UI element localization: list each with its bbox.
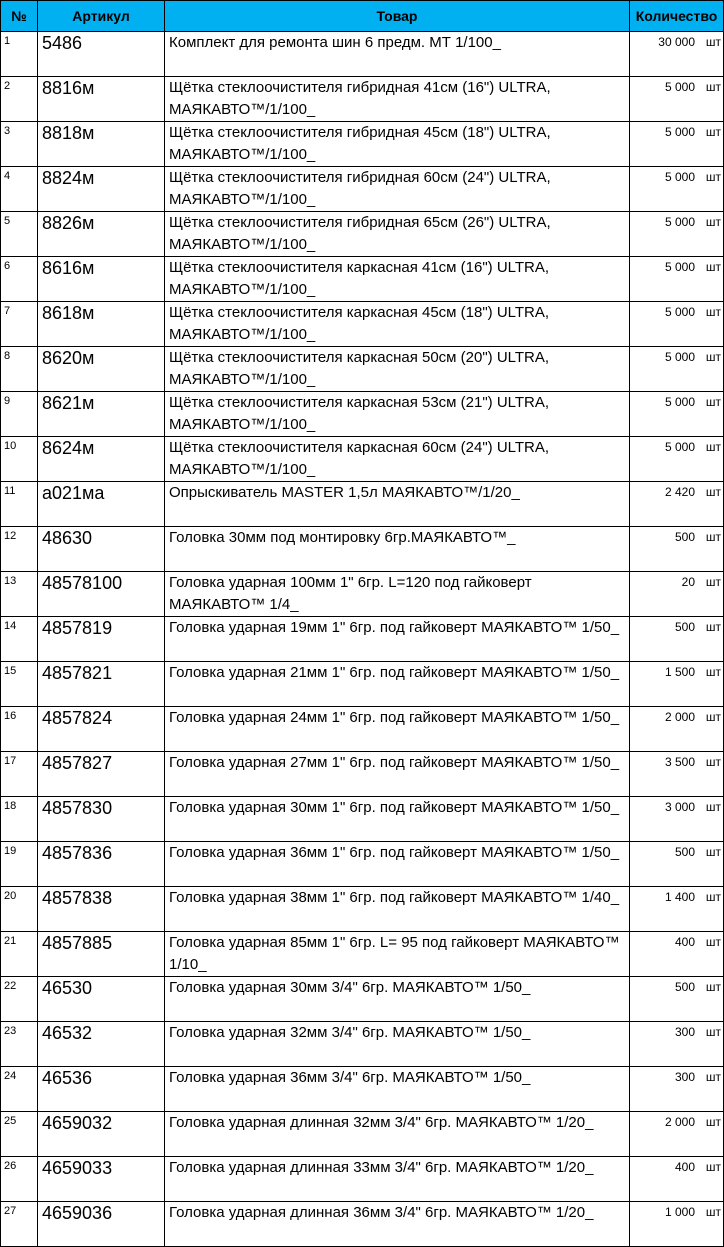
row-number: 16: [1, 707, 38, 752]
quantity-value: 3 000: [664, 800, 695, 814]
row-article: 4659032: [38, 1112, 165, 1157]
quantity-value: 1 400: [664, 890, 695, 904]
row-number: 10: [1, 437, 38, 482]
row-quantity: [630, 617, 724, 662]
row-article: 8816м: [38, 77, 165, 122]
quantity-unit: шт: [705, 890, 721, 904]
row-article: 8624м: [38, 437, 165, 482]
table-row: [1, 932, 724, 977]
row-quantity: [630, 1067, 724, 1112]
quantity-value: 300: [674, 1070, 695, 1084]
row-quantity: [630, 32, 724, 77]
row-number: 7: [1, 302, 38, 347]
row-article: 4857885: [38, 932, 165, 977]
quantity-value: 300: [674, 1025, 695, 1039]
row-quantity: [630, 392, 724, 437]
row-product: Щётка стеклоочистителя гибридная 45см (18") ULTRA, МАЯКАВТО™/1/100_: [165, 122, 630, 167]
row-number: 27: [1, 1202, 38, 1247]
row-quantity: [630, 1157, 724, 1202]
row-quantity: [630, 932, 724, 977]
row-product: Головка ударная 36мм 1" 6гр. под гайковерт МАЯКАВТО™ 1/50_: [165, 842, 630, 887]
quantity-unit: шт: [705, 395, 721, 409]
row-product: Головка 30мм под монтировку 6гр.МАЯКАВТО™_: [165, 527, 630, 572]
quantity-unit: шт: [705, 755, 721, 769]
row-product: Щётка стеклоочистителя каркасная 45см (18") ULTRA, МАЯКАВТО™/1/100_: [165, 302, 630, 347]
row-product: Головка ударная 21мм 1" 6гр. под гайковерт МАЯКАВТО™ 1/50_: [165, 662, 630, 707]
row-product: Щётка стеклоочистителя каркасная 50см (20") ULTRA, МАЯКАВТО™/1/100_: [165, 347, 630, 392]
quantity-value: 400: [674, 1160, 695, 1174]
row-article: 4857838: [38, 887, 165, 932]
row-number: 12: [1, 527, 38, 572]
row-quantity: [630, 1022, 724, 1067]
row-product: Головка ударная 30мм 3/4" 6гр. МАЯКАВТО™ 1/50_: [165, 977, 630, 1022]
quantity-value: 5 000: [664, 260, 695, 274]
table-row: [1, 122, 724, 167]
row-number: 11: [1, 482, 38, 527]
row-quantity: [630, 1112, 724, 1157]
quantity-unit: шт: [705, 125, 721, 139]
row-number: 5: [1, 212, 38, 257]
row-article: 8618м: [38, 302, 165, 347]
table-row: [1, 977, 724, 1022]
quantity-unit: шт: [705, 1025, 721, 1039]
quantity-value: 2 000: [664, 710, 695, 724]
row-product: Головка ударная 100мм 1" 6гр. L=120 под гайковерт МАЯКАВТО™ 1/4_: [165, 572, 630, 617]
row-product: Головка ударная 38мм 1" 6гр. под гайковерт МАЯКАВТО™ 1/40_: [165, 887, 630, 932]
row-quantity: [630, 257, 724, 302]
row-product: Головка ударная длинная 36мм 3/4" 6гр. МАЯКАВТО™ 1/20_: [165, 1202, 630, 1247]
row-product: Щётка стеклоочистителя каркасная 53см (21") ULTRA, МАЯКАВТО™/1/100_: [165, 392, 630, 437]
quantity-value: 2 420: [664, 485, 695, 499]
row-article: 4857824: [38, 707, 165, 752]
row-quantity: [630, 887, 724, 932]
row-product: Головка ударная 85мм 1" 6гр. L= 95 под гайковерт МАЯКАВТО™ 1/10_: [165, 932, 630, 977]
row-product: Головка ударная 32мм 3/4" 6гр. МАЯКАВТО™ 1/50_: [165, 1022, 630, 1067]
row-number: 17: [1, 752, 38, 797]
quantity-unit: шт: [705, 980, 721, 994]
row-article: 8621м: [38, 392, 165, 437]
row-quantity: [630, 212, 724, 257]
table-row: [1, 1157, 724, 1202]
row-number: 8: [1, 347, 38, 392]
header-quantity: Количество: [630, 1, 724, 32]
row-product: Головка ударная 24мм 1" 6гр. под гайковерт МАЯКАВТО™ 1/50_: [165, 707, 630, 752]
row-quantity: [630, 527, 724, 572]
quantity-value: 20: [681, 575, 695, 589]
quantity-value: 5 000: [664, 215, 695, 229]
table-row: [1, 797, 724, 842]
quantity-value: 400: [674, 935, 695, 949]
quantity-unit: шт: [705, 305, 721, 319]
row-quantity: [630, 752, 724, 797]
table-row: [1, 707, 724, 752]
row-article: 4857819: [38, 617, 165, 662]
row-number: 2: [1, 77, 38, 122]
table-row: [1, 572, 724, 617]
header-article: Артикул: [38, 1, 165, 32]
row-number: 15: [1, 662, 38, 707]
row-article: 5486: [38, 32, 165, 77]
quantity-unit: шт: [705, 215, 721, 229]
row-quantity: [630, 482, 724, 527]
quantity-value: 3 500: [664, 755, 695, 769]
table-row: [1, 257, 724, 302]
table-row: [1, 212, 724, 257]
row-article: 4659033: [38, 1157, 165, 1202]
row-number: 13: [1, 572, 38, 617]
quantity-unit: шт: [705, 1160, 721, 1174]
table-row: [1, 1067, 724, 1112]
table-row: [1, 32, 724, 77]
quantity-value: 5 000: [664, 125, 695, 139]
row-product: Головка ударная 19мм 1" 6гр. под гайковерт МАЯКАВТО™ 1/50_: [165, 617, 630, 662]
row-quantity: [630, 77, 724, 122]
quantity-unit: шт: [705, 845, 721, 859]
quantity-value: 500: [674, 980, 695, 994]
row-product: Комплект для ремонта шин 6 предм. МТ 1/100_: [165, 32, 630, 77]
table-row: [1, 392, 724, 437]
row-article: 46532: [38, 1022, 165, 1067]
table-row: [1, 842, 724, 887]
row-product: Опрыскиватель MASTER 1,5л МАЯКАВТО™/1/20_: [165, 482, 630, 527]
quantity-unit: шт: [705, 260, 721, 274]
quantity-value: 5 000: [664, 170, 695, 184]
table-row: [1, 302, 724, 347]
row-article: 8826м: [38, 212, 165, 257]
row-quantity: [630, 977, 724, 1022]
row-article: 8818м: [38, 122, 165, 167]
quantity-value: 5 000: [664, 305, 695, 319]
row-product: Щётка стеклоочистителя каркасная 60см (24") ULTRA, МАЯКАВТО™/1/100_: [165, 437, 630, 482]
row-quantity: [630, 302, 724, 347]
row-number: 25: [1, 1112, 38, 1157]
row-number: 18: [1, 797, 38, 842]
quantity-unit: шт: [705, 1070, 721, 1084]
row-number: 1: [1, 32, 38, 77]
quantity-unit: шт: [705, 800, 721, 814]
quantity-unit: шт: [705, 1115, 721, 1129]
table-header-row: [1, 1, 724, 32]
row-product: Головка ударная 36мм 3/4" 6гр. МАЯКАВТО™ 1/50_: [165, 1067, 630, 1112]
quantity-value: 5 000: [664, 440, 695, 454]
table-row: [1, 167, 724, 212]
table-row: [1, 662, 724, 707]
quantity-value: 500: [674, 620, 695, 634]
row-number: 20: [1, 887, 38, 932]
quantity-value: 30 000: [658, 35, 695, 49]
row-number: 9: [1, 392, 38, 437]
quantity-unit: шт: [705, 575, 721, 589]
row-number: 21: [1, 932, 38, 977]
row-article: 4857827: [38, 752, 165, 797]
row-product: Щётка стеклоочистителя гибридная 60см (24") ULTRA, МАЯКАВТО™/1/100_: [165, 167, 630, 212]
row-quantity: [630, 1202, 724, 1247]
quantity-unit: шт: [705, 530, 721, 544]
row-quantity: [630, 347, 724, 392]
row-number: 24: [1, 1067, 38, 1112]
row-quantity: [630, 167, 724, 212]
row-quantity: [630, 572, 724, 617]
row-article: 4857836: [38, 842, 165, 887]
table-row: [1, 1112, 724, 1157]
row-quantity: [630, 842, 724, 887]
quantity-unit: шт: [705, 80, 721, 94]
row-product: Головка ударная 27мм 1" 6гр. под гайковерт МАЯКАВТО™ 1/50_: [165, 752, 630, 797]
quantity-unit: шт: [705, 440, 721, 454]
row-quantity: [630, 797, 724, 842]
table-row: [1, 482, 724, 527]
row-article: 8616м: [38, 257, 165, 302]
quantity-unit: шт: [705, 35, 721, 49]
quantity-unit: шт: [705, 665, 721, 679]
quantity-value: 5 000: [664, 350, 695, 364]
row-article: 48578100: [38, 572, 165, 617]
table-row: [1, 437, 724, 482]
row-quantity: [630, 662, 724, 707]
quantity-unit: шт: [705, 935, 721, 949]
table-row: [1, 527, 724, 572]
quantity-value: 5 000: [664, 395, 695, 409]
row-number: 6: [1, 257, 38, 302]
row-number: 3: [1, 122, 38, 167]
quantity-unit: шт: [705, 170, 721, 184]
row-number: 22: [1, 977, 38, 1022]
row-product: Щётка стеклоочистителя каркасная 41см (16") ULTRA, МАЯКАВТО™/1/100_: [165, 257, 630, 302]
table-row: [1, 617, 724, 662]
table-row: [1, 1022, 724, 1067]
row-product: Щётка стеклоочистителя гибридная 65см (26") ULTRA, МАЯКАВТО™/1/100_: [165, 212, 630, 257]
header-product: Товар: [165, 1, 630, 32]
row-article: 8620м: [38, 347, 165, 392]
row-number: 14: [1, 617, 38, 662]
row-article: 4659036: [38, 1202, 165, 1247]
row-article: 46536: [38, 1067, 165, 1112]
row-product: Головка ударная 30мм 1" 6гр. под гайковерт МАЯКАВТО™ 1/50_: [165, 797, 630, 842]
row-article: 46530: [38, 977, 165, 1022]
table-row: [1, 77, 724, 122]
row-product: Щётка стеклоочистителя гибридная 41см (16") ULTRA, МАЯКАВТО™/1/100_: [165, 77, 630, 122]
quantity-unit: шт: [705, 1205, 721, 1219]
quantity-unit: шт: [705, 620, 721, 634]
row-number: 23: [1, 1022, 38, 1067]
quantity-unit: шт: [705, 350, 721, 364]
table-row: [1, 887, 724, 932]
quantity-value: 1 500: [664, 665, 695, 679]
table-body: [1, 32, 724, 1247]
quantity-unit: шт: [705, 710, 721, 724]
row-article: 4857830: [38, 797, 165, 842]
row-product: Головка ударная длинная 33мм 3/4" 6гр. МАЯКАВТО™ 1/20_: [165, 1157, 630, 1202]
row-number: 4: [1, 167, 38, 212]
header-num: №: [1, 1, 38, 32]
quantity-value: 5 000: [664, 80, 695, 94]
quantity-value: 500: [674, 530, 695, 544]
row-article: 4857821: [38, 662, 165, 707]
quantity-value: 1 000: [664, 1205, 695, 1219]
quantity-value: 2 000: [664, 1115, 695, 1129]
row-quantity: [630, 707, 724, 752]
row-product: Головка ударная длинная 32мм 3/4" 6гр. МАЯКАВТО™ 1/20_: [165, 1112, 630, 1157]
table-row: [1, 752, 724, 797]
row-quantity: [630, 437, 724, 482]
row-number: 26: [1, 1157, 38, 1202]
row-article: 48630: [38, 527, 165, 572]
row-quantity: [630, 122, 724, 167]
table-row: [1, 347, 724, 392]
row-number: 19: [1, 842, 38, 887]
quantity-unit: шт: [705, 485, 721, 499]
row-article: 8824м: [38, 167, 165, 212]
row-article: а021ма: [38, 482, 165, 527]
table-row: [1, 1202, 724, 1247]
quantity-value: 500: [674, 845, 695, 859]
